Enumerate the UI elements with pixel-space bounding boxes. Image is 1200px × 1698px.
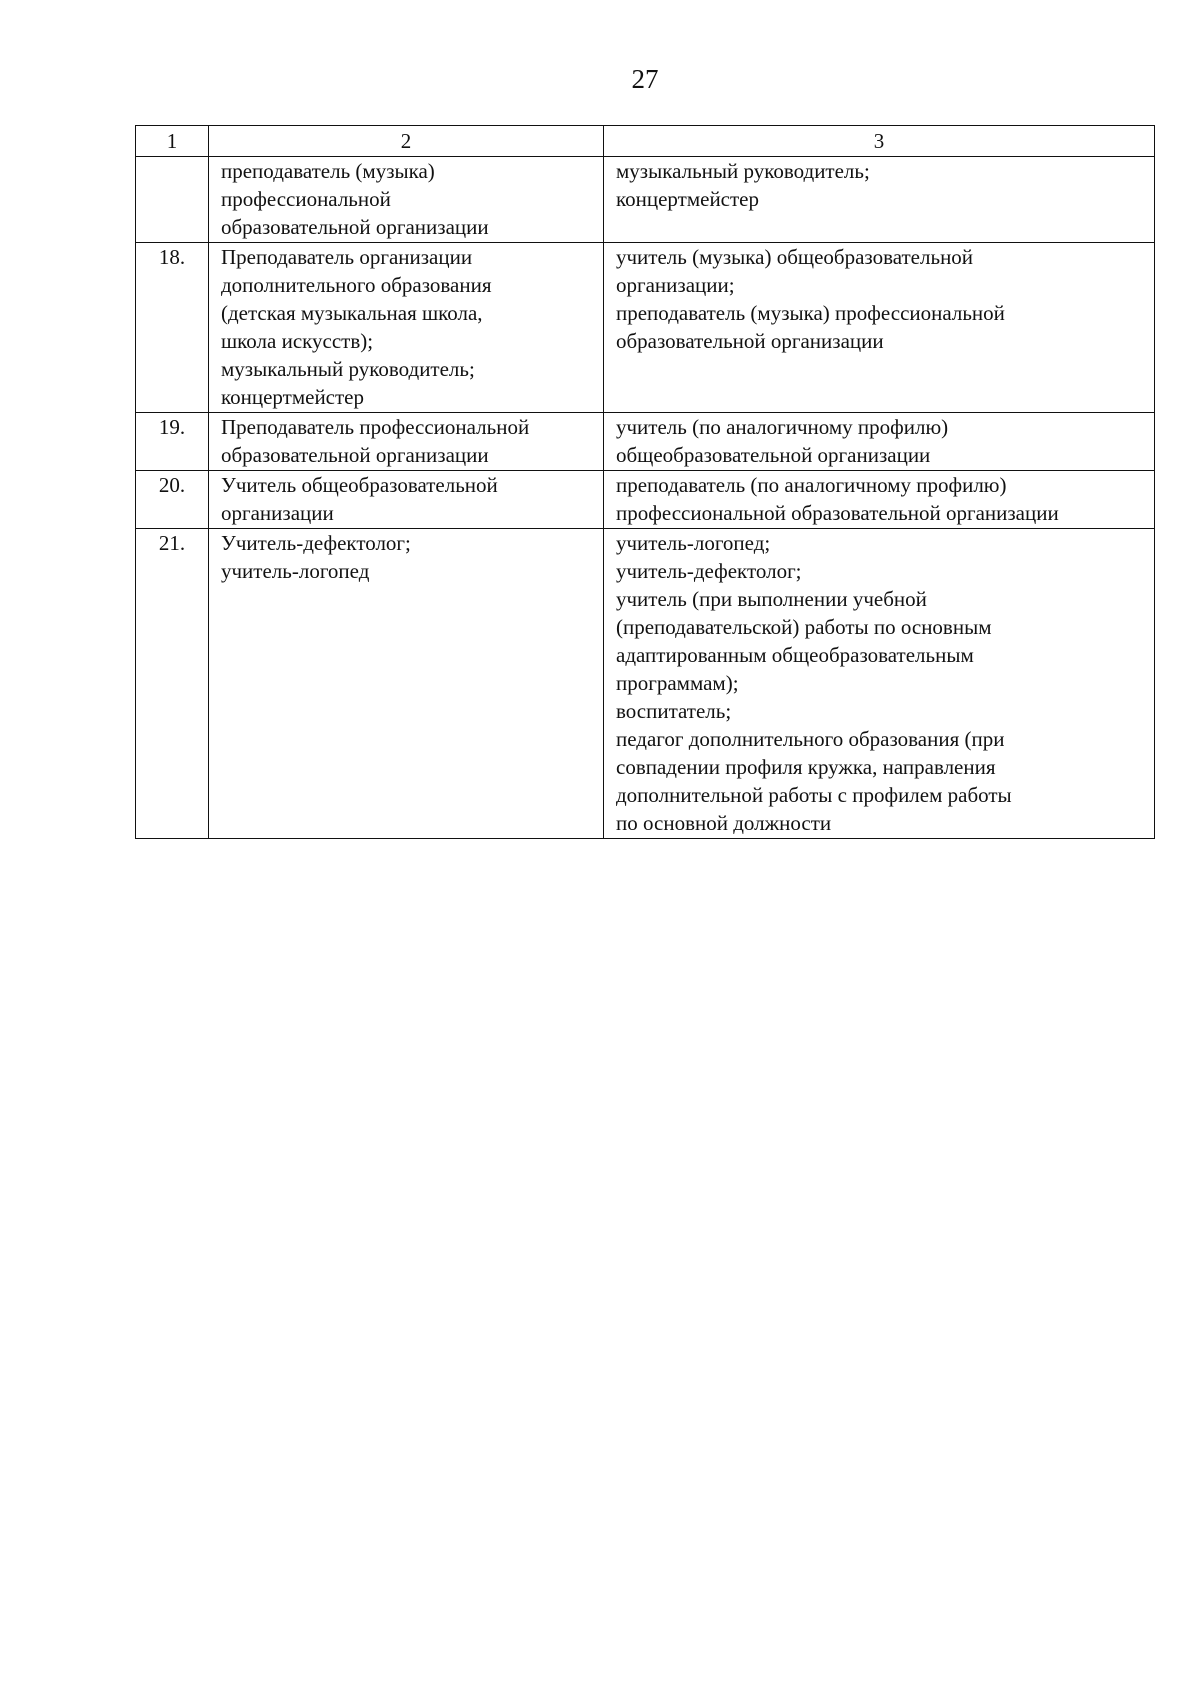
- equivalent-position-cell: преподаватель (по аналогичному профилю) профессиональной образовательной организации: [604, 471, 1155, 529]
- row-number-cell: 21.: [136, 529, 209, 839]
- header-cell-2: 2: [209, 126, 604, 157]
- row-number-cell: 18.: [136, 243, 209, 413]
- position-cell: преподаватель (музыка) профессиональной образовательной организации: [209, 157, 604, 243]
- equivalent-position-cell: учитель (по аналогичному профилю) общеобразовательной организации: [604, 413, 1155, 471]
- table-header-row: [136, 126, 1155, 157]
- table-row: [136, 243, 1155, 413]
- table-row: [136, 413, 1155, 471]
- page-number: 27: [631, 64, 659, 94]
- positions-table: [135, 125, 1155, 839]
- table-row: [136, 157, 1155, 243]
- row-number-cell: 20.: [136, 471, 209, 529]
- row-number-cell: [136, 157, 209, 243]
- position-cell: Преподаватель организации дополнительного образования (детская музыкальная школа, школа искусств); музыкальный руководитель; концертмейстер: [209, 243, 604, 413]
- row-number-cell: 19.: [136, 413, 209, 471]
- position-cell: Учитель-дефектолог; учитель-логопед: [209, 529, 604, 839]
- equivalent-position-cell: учитель-логопед; учитель-дефектолог; учитель (при выполнении учебной (преподавательской) работы по основным адаптированным общеобразовательным программам); воспитатель; педагог дополнительного образования (при совпадении профиля кружка, направления дополнительной работы с профилем работы по основной должности: [604, 529, 1155, 839]
- header-cell-1: 1: [136, 126, 209, 157]
- position-cell: Преподаватель профессиональной образовательной организации: [209, 413, 604, 471]
- equivalent-position-cell: музыкальный руководитель; концертмейстер: [604, 157, 1155, 243]
- position-cell: Учитель общеобразовательной организации: [209, 471, 604, 529]
- equivalent-position-cell: учитель (музыка) общеобразовательной организации; преподаватель (музыка) профессиональной образовательной организации: [604, 243, 1155, 413]
- table-row: [136, 471, 1155, 529]
- table-row: [136, 529, 1155, 839]
- header-cell-3: 3: [604, 126, 1155, 157]
